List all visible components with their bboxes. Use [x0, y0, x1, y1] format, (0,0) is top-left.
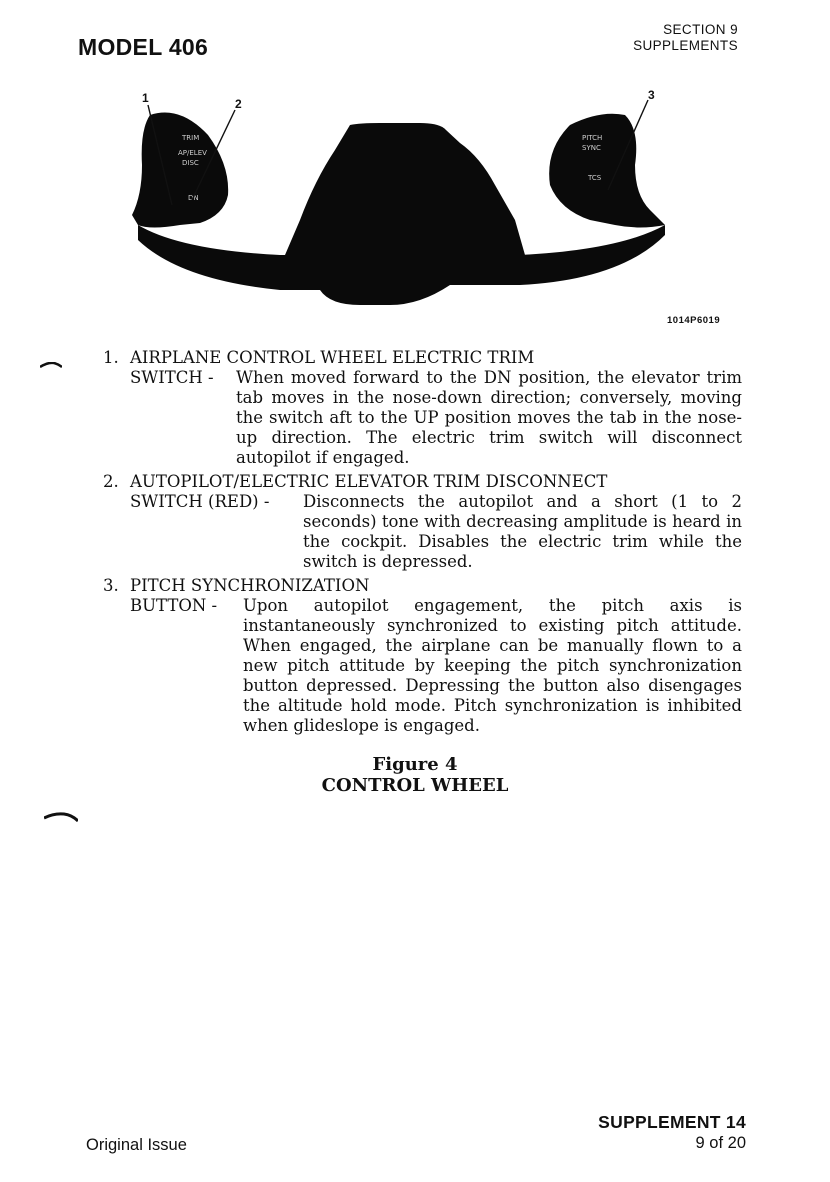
item-heading: [103, 348, 742, 368]
item-number: 3.: [103, 576, 119, 595]
item-heading: [103, 576, 742, 596]
figure-title: CONTROL WHEEL: [321, 775, 509, 796]
figure-caption: [0, 754, 830, 796]
callout-1: 1: [142, 91, 149, 105]
control-wheel-figure: [120, 85, 680, 315]
supplement-number: SUPPLEMENT 14: [598, 1112, 746, 1132]
change-bar: [44, 812, 78, 822]
item-heading: [103, 472, 742, 492]
svg-text:DN: DN: [188, 194, 199, 202]
control-wheel-illustration: [120, 85, 680, 315]
svg-text:SYNC: SYNC: [582, 144, 601, 152]
issue-label: Original Issue: [86, 1136, 187, 1154]
page-footer: [598, 1112, 746, 1154]
item-title: PITCH SYNCHRONIZATION: [130, 576, 370, 595]
item-label: SWITCH -: [130, 368, 214, 387]
item-title: AIRPLANE CONTROL WHEEL ELECTRIC TRIM: [130, 348, 535, 367]
item-description: When moved forward to the DN position, the elevator trim tab moves in the nose-down direction; conversely, moving the switch aft to the UP position moves the tab in the nose-up direction. The electric trim switch will disconnect autopilot if engaged.: [236, 368, 742, 467]
item-description: Disconnects the autopilot and a short (1 to 2 seconds) tone with decreasing amplitude is heard in the cockpit. Disables the electric trim while the switch is depressed.: [303, 492, 742, 571]
svg-text:TRIM: TRIM: [182, 134, 200, 142]
svg-text:AP/ELEV: AP/ELEV: [178, 149, 207, 157]
svg-text:TCS: TCS: [588, 174, 602, 182]
page-number: 9 of 20: [695, 1134, 746, 1152]
change-bar: [40, 362, 62, 368]
item-label: BUTTON -: [130, 596, 218, 615]
item-title: AUTOPILOT/ELECTRIC ELEVATOR TRIM DISCONNECT: [130, 472, 608, 491]
callout-3: 3: [648, 88, 655, 102]
figure-number: Figure 4: [372, 754, 458, 775]
item-number: 2.: [103, 472, 119, 491]
item-electric-trim-switch: [103, 348, 742, 468]
section-number: SECTION 9: [663, 22, 738, 37]
model-title: MODEL 406: [78, 34, 209, 60]
figure-code: 1014P6019: [667, 315, 721, 326]
item-pitch-synchronization: [103, 576, 742, 736]
svg-text:DISC: DISC: [182, 159, 199, 167]
item-description: Upon autopilot engagement, the pitch axis is instantaneously synchronized to existing pitch attitude. When engaged, the airplane can be manually flown to a new pitch attitude by keeping the pitch synchronization button depressed. Depressing the button also disengages the altitude hold mode. Pitch synchronization is inhibited when glideslope is engaged.: [243, 596, 742, 735]
item-label: SWITCH (RED) -: [130, 492, 270, 511]
item-autopilot-trim-disconnect: [103, 472, 742, 572]
callout-2: 2: [235, 97, 242, 111]
item-number: 1.: [103, 348, 119, 367]
section-title: SUPPLEMENTS: [633, 38, 738, 53]
section-header: [633, 22, 738, 54]
svg-text:PITCH: PITCH: [582, 134, 603, 142]
